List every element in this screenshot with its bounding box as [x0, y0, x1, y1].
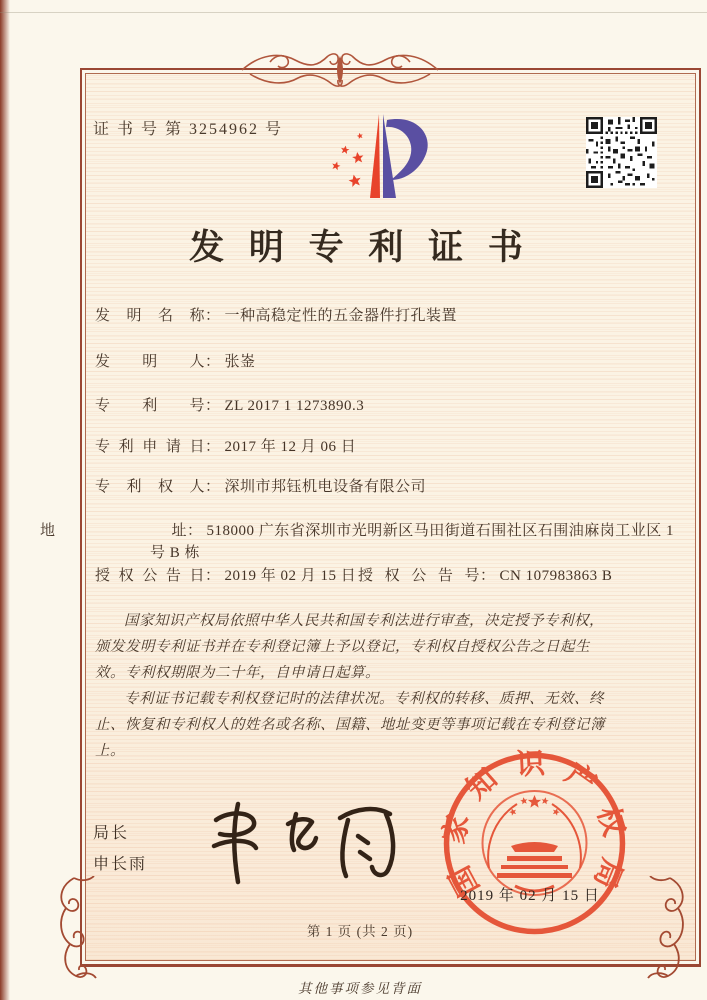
logo-p-bowl — [386, 119, 428, 180]
label-colon: ： — [205, 439, 221, 455]
field-label: 专利权人 — [95, 479, 205, 495]
cnipa-logo-icon — [323, 110, 437, 204]
label-colon: ： — [205, 568, 221, 584]
label-colon: ： — [205, 354, 221, 370]
logo-red-spike — [370, 114, 380, 198]
field-address — [40, 521, 675, 565]
page-number: 第 1 页 (共 2 页) — [306, 924, 414, 939]
logo-stars — [331, 132, 364, 187]
label-colon: ： — [205, 479, 221, 495]
legal-paragraph-2: 专利证书记载专利权登记时的法律状况。专利权的转移、质押、无效、终止、恢复和专利权人的姓名或名称、国籍、地址变更等事项记载在专利登记簿上。 — [95, 691, 605, 760]
label-colon: ： — [187, 523, 203, 539]
bottom-left-ornament — [52, 876, 98, 980]
director-signature — [200, 790, 415, 890]
field-value: CN 107983863 B — [499, 568, 613, 584]
field-value: 2017 年 12 月 06 日 — [224, 439, 357, 455]
field-label: 授权公告号 — [358, 568, 480, 584]
field-label: 地址 — [40, 523, 187, 539]
field-value: 深圳市邦钰机电设备有限公司 — [224, 479, 427, 495]
bottom-right-ornament — [646, 876, 692, 980]
field-grant-number — [358, 566, 612, 588]
label-colon: ： — [205, 398, 221, 414]
qr-code — [586, 117, 657, 188]
field-value: 2019 年 02 月 15 日 — [224, 568, 357, 584]
official-seal — [437, 746, 633, 942]
legal-text — [95, 608, 617, 765]
field-label: 专利申请日 — [95, 439, 205, 455]
label-colon: ： — [480, 568, 496, 584]
top-border-ornament — [240, 44, 440, 98]
booklet-spine-edge — [0, 0, 10, 1000]
field-patent-number — [95, 396, 620, 418]
back-side-note: 其他事项参见背面 — [298, 981, 422, 996]
signoff-block — [93, 818, 147, 880]
field-inventor — [95, 352, 620, 374]
signoff-name: 申长雨 — [93, 856, 148, 874]
field-value: 518000 广东省深圳市光明新区马田街道石围社区石围油麻岗工业区 1 号 B 栋 — [150, 523, 675, 561]
field-value: 张崟 — [224, 354, 256, 370]
seal-text: 国家知识产权局 — [438, 747, 630, 902]
seal-date: 2019 年 02 月 15 日 — [460, 888, 600, 904]
field-grant-date — [95, 568, 356, 584]
field-patentee — [95, 477, 620, 499]
field-value: ZL 2017 1 1273890.3 — [224, 398, 365, 414]
field-grant-row — [95, 566, 620, 588]
field-label: 发明人 — [95, 354, 205, 370]
national-emblem-icon — [483, 791, 587, 895]
field-label: 授权公告日 — [95, 568, 205, 584]
field-label: 发明名称 — [95, 308, 205, 324]
label-colon: ： — [205, 308, 221, 324]
field-filing-date — [95, 437, 620, 459]
legal-paragraph-1: 国家知识产权局依照中华人民共和国专利法进行审查，决定授予专利权，颁发发明专利证书并在专利登记簿上予以登记，专利权自授权公告之日起生效。专利权期限为二十年，自申请日起算。 — [95, 613, 604, 682]
signoff-role: 局长 — [93, 825, 130, 842]
certificate-title: 发 明 专 利 证 书 — [189, 228, 531, 267]
certificate-number: 证 书 号 第 3254962 号 — [93, 121, 284, 138]
field-value: 一种高稳定性的五金器件打孔装置 — [224, 308, 458, 324]
scan-edge-line — [0, 12, 707, 13]
field-label: 专利号 — [95, 398, 205, 414]
field-invention-name — [95, 306, 620, 328]
